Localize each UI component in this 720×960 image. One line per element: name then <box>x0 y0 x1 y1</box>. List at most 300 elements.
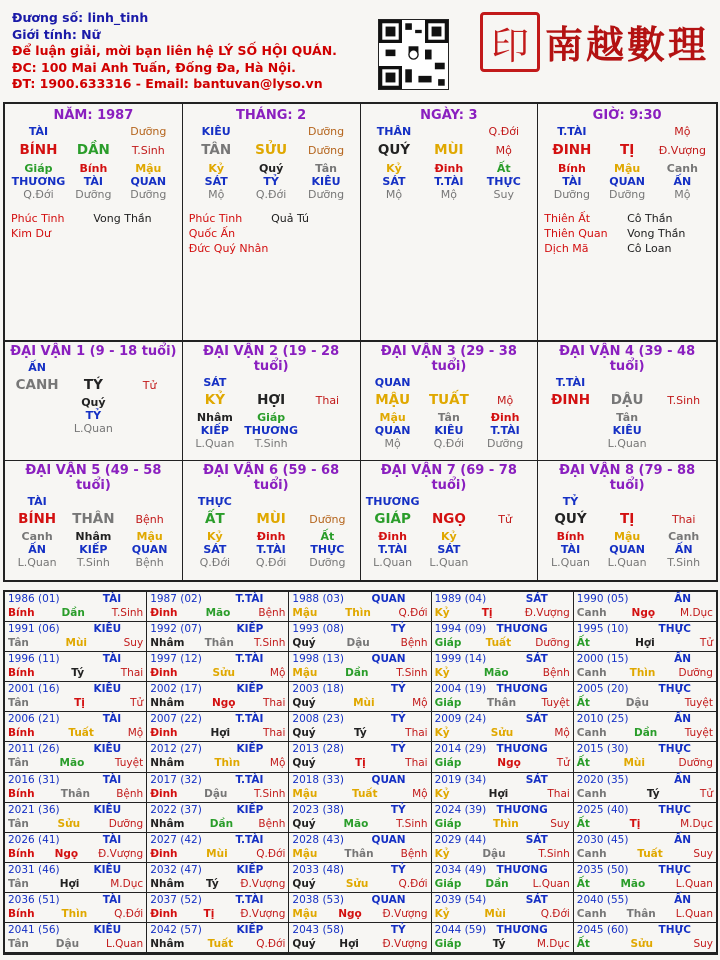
hidden-stem: Giáp <box>24 162 53 175</box>
hidden-stage: L.Quan <box>73 422 113 435</box>
year-label: 2034 (49) <box>434 863 487 876</box>
year-cell <box>432 742 574 772</box>
pillar-title: NĂM: 1987 <box>53 108 134 123</box>
stage: Dưỡng <box>309 512 346 526</box>
heavenly-stem: GIÁP <box>374 511 411 527</box>
seal-stamp-icon: 印 <box>480 12 540 72</box>
hidden-god: SÁT <box>382 175 406 188</box>
stage: Thai <box>547 787 570 800</box>
ten-god: KIẾP <box>236 803 264 816</box>
hidden-stem: Tân <box>616 411 639 424</box>
ten-god: T.TÀI <box>235 713 264 726</box>
branch: Dần <box>209 817 234 830</box>
star: Vong Thần <box>627 227 686 240</box>
stem: Đinh <box>150 607 178 619</box>
hidden-stage: Q.Đới <box>23 188 54 201</box>
stage: Q.Đới <box>256 847 286 860</box>
hidden-stage: Mộ <box>674 188 691 201</box>
ten-god: THỰC <box>197 495 232 508</box>
year-label: 1988 (03) <box>292 593 345 605</box>
branch: Ngọ <box>631 607 656 619</box>
stage: Tử <box>498 512 512 526</box>
branch: Thân <box>344 847 374 860</box>
year-label: 2032 (47) <box>150 863 202 876</box>
year-cell <box>147 803 289 833</box>
stage: Dưỡng <box>307 143 345 157</box>
hidden-stem: Canh <box>668 530 700 543</box>
hidden-stage: Dưỡng <box>75 188 112 201</box>
hidden-stage: Dưỡng <box>309 556 346 569</box>
stage: Tuyệt <box>684 727 713 740</box>
stage: Thai <box>405 757 428 770</box>
branch: Tý <box>646 787 660 800</box>
stage: Suy <box>123 637 144 650</box>
star: Cô Loan <box>627 242 672 255</box>
stage: Mộ <box>412 697 428 710</box>
stem: Nhâm <box>150 757 185 770</box>
stage: Tử <box>130 697 144 710</box>
year-cell <box>5 893 147 923</box>
four-pillars-table <box>3 102 718 342</box>
stem: Mậu <box>292 607 318 619</box>
heavenly-stem: TÂN <box>201 142 232 158</box>
branch: Tuất <box>68 727 94 740</box>
stage: Suy <box>550 817 570 830</box>
year-cell <box>147 592 289 622</box>
year-cell <box>5 742 147 772</box>
stage: T.Sinh <box>111 607 144 619</box>
ten-god: T.TÀI <box>235 593 264 605</box>
branch: Mùi <box>206 847 228 860</box>
branch: Mão <box>483 667 509 680</box>
hidden-stage: L.Quan <box>373 556 413 569</box>
stem: Đinh <box>150 907 178 920</box>
hidden-god: TÀI <box>562 175 582 188</box>
ten-god: SÁT <box>525 593 548 605</box>
heavenly-stem: ĐINH <box>552 142 592 158</box>
branch: Tuất <box>485 637 512 650</box>
branch: Hợi <box>59 877 80 890</box>
stage: Bệnh <box>400 637 428 650</box>
ten-god: THƯƠNG <box>496 863 548 876</box>
hidden-stem: Mậu <box>135 162 162 175</box>
year-label: 2027 (42) <box>150 833 202 846</box>
hidden-god: T.TÀI <box>490 424 520 437</box>
pillar-title: THÁNG: 2 <box>236 108 307 123</box>
ten-god: SÁT <box>203 376 227 389</box>
year-cell <box>147 833 289 863</box>
year-label: 2022 (37) <box>150 803 202 816</box>
year-label: 1994 (09) <box>434 623 487 636</box>
dai-van-title: ĐẠI VẬN 1 (9 - 18 tuổi) <box>10 344 177 359</box>
hidden-stage: Dưỡng <box>553 188 590 201</box>
hidden-stage: Q.Đới <box>199 556 231 569</box>
annual-years-table <box>3 590 718 955</box>
header-info <box>12 10 337 93</box>
stem: Quý <box>292 937 316 950</box>
stage: Tuyệt <box>684 697 713 710</box>
ten-god: T.TÀI <box>235 773 264 786</box>
year-label: 2028 (43) <box>292 833 345 846</box>
stage: T.Sinh <box>396 817 428 830</box>
hidden-stem: Canh <box>21 530 53 543</box>
stage: Q.Đới <box>398 877 428 890</box>
stage: Thai <box>262 727 286 740</box>
ten-god: THỰC <box>658 863 691 876</box>
year-cell <box>432 712 574 742</box>
branch: Dần <box>633 727 658 740</box>
heavenly-stem: BÍNH <box>19 142 58 158</box>
ten-god: TỶ <box>390 803 406 816</box>
stem: Kỷ <box>434 727 450 740</box>
hidden-stem: Bính <box>556 530 585 543</box>
year-cell <box>574 712 716 742</box>
branch: Sửu <box>345 877 369 890</box>
branch: Dậu <box>625 697 649 710</box>
hidden-stage: L.Quan <box>17 556 57 569</box>
ten-god: ẤN <box>674 893 691 906</box>
year-cell <box>5 592 147 622</box>
hidden-stage: L.Quan <box>607 437 647 450</box>
heavenly-stem: KỶ <box>204 392 225 408</box>
stage: Dưỡng <box>678 757 713 770</box>
stage: Mộ <box>269 757 286 770</box>
stage: Bệnh <box>135 512 164 526</box>
hidden-stage: Q.Đới <box>433 437 465 450</box>
stage: L.Quan <box>532 877 570 890</box>
year-cell <box>574 863 716 893</box>
qr-code-icon <box>378 19 449 90</box>
ten-god: T.TÀI <box>555 376 586 389</box>
year-cell <box>147 893 289 923</box>
year-label: 2018 (33) <box>292 773 345 786</box>
dai-van-5 <box>5 461 183 580</box>
stem: Mậu <box>292 787 318 800</box>
stem: Kỷ <box>434 607 450 619</box>
hidden-stem: Mậu <box>136 530 163 543</box>
year-label: 2008 (23) <box>292 713 345 726</box>
stem: Bính <box>8 667 35 680</box>
stem: Giáp <box>434 937 462 950</box>
stem: Quý <box>292 697 316 710</box>
year-label: 2017 (32) <box>150 773 202 786</box>
earthly-branch: THÂN <box>72 511 115 527</box>
dai-van-title: ĐẠI VẬN 4 (39 - 48 tuổi) <box>559 344 696 374</box>
year-label: 2003 (18) <box>292 683 345 696</box>
stem: Canh <box>576 907 607 920</box>
stage: Thai <box>671 512 696 526</box>
branch: Ngọ <box>497 757 521 770</box>
heavenly-stem: BÍNH <box>18 511 57 527</box>
stars-list <box>11 211 176 241</box>
dai-van-1 <box>5 342 183 461</box>
year-label: 1987 (02) <box>150 593 202 605</box>
stage: L.Quan <box>675 877 713 890</box>
star: Phúc Tinh <box>11 212 65 225</box>
stage: L.Quan <box>105 937 144 950</box>
pillar-0 <box>5 104 183 340</box>
earthly-branch: DẦN <box>76 142 110 158</box>
branch: Mùi <box>65 637 88 650</box>
year-label: 2024 (39) <box>434 803 487 816</box>
star: Quả Tú <box>271 212 310 225</box>
hidden-god: THƯƠNG <box>244 424 298 437</box>
ten-god: ẤN <box>674 593 691 605</box>
hidden-stage: L.Quan <box>607 556 647 569</box>
year-cell <box>289 923 431 953</box>
stage: Q.Đới <box>398 607 428 619</box>
ten-god: KIÊU <box>93 923 122 936</box>
ten-god: THƯƠNG <box>496 623 548 636</box>
stem: Nhâm <box>150 637 185 650</box>
branch: Tị <box>481 607 493 619</box>
year-label: 2005 (20) <box>576 683 629 696</box>
ten-god: TÀI <box>102 773 122 786</box>
stem: Bính <box>8 607 35 619</box>
stem: Tân <box>8 757 29 770</box>
branch: Tý <box>354 727 367 740</box>
hidden-stem: Kỷ <box>386 162 402 175</box>
branch: Sửu <box>490 727 514 740</box>
year-cell <box>5 682 147 712</box>
year-cell <box>147 682 289 712</box>
hidden-stem: Đinh <box>256 530 286 543</box>
stem: Canh <box>576 607 607 619</box>
stem: Tân <box>8 697 29 710</box>
earthly-branch: TÝ <box>83 377 103 393</box>
year-label: 1986 (01) <box>8 593 60 605</box>
year-label: 2023 (38) <box>292 803 345 816</box>
year-cell <box>289 803 431 833</box>
year-label: 2033 (48) <box>292 863 345 876</box>
hidden-god: SÁT <box>204 175 228 188</box>
heavenly-stem: MẬU <box>375 392 411 408</box>
hidden-stem: Nhâm <box>75 530 112 543</box>
branch: Thân <box>60 787 90 800</box>
year-cell <box>574 833 716 863</box>
stage: Suy <box>693 847 713 860</box>
year-label: 2014 (29) <box>434 743 487 756</box>
earthly-branch: DẬU <box>610 392 644 408</box>
stem: Bính <box>8 727 35 740</box>
hidden-god: ẤN <box>28 543 46 556</box>
dai-van-6 <box>183 461 361 580</box>
branch: Mão <box>343 817 369 830</box>
hidden-stem: Mậu <box>614 530 641 543</box>
ten-god: THƯƠNG <box>496 923 548 936</box>
ten-god: KIÊU <box>93 803 122 816</box>
stage: Bệnh <box>258 817 286 830</box>
year-label: 1998 (13) <box>292 653 345 666</box>
dai-van-2 <box>183 342 361 461</box>
twelve-stage: Mộ <box>674 125 691 138</box>
branch: Tuất <box>207 937 234 950</box>
ten-god: ẤN <box>674 653 691 666</box>
hidden-stem: Bính <box>79 162 108 175</box>
stage: T.Sinh <box>667 393 701 407</box>
year-cell <box>432 833 574 863</box>
stem: Nhâm <box>150 817 185 830</box>
stem: Giáp <box>434 877 462 890</box>
stage: Thai <box>405 727 428 740</box>
year-cell <box>574 622 716 652</box>
year-cell <box>289 893 431 923</box>
ten-god: T.TÀI <box>557 125 587 138</box>
hidden-god: KIÊU <box>311 175 341 188</box>
ten-god: KIÊU <box>93 683 122 696</box>
stem: Ất <box>576 877 590 890</box>
year-cell <box>574 773 716 803</box>
year-cell <box>5 712 147 742</box>
year-label: 2043 (58) <box>292 923 345 936</box>
hidden-stem: Bính <box>557 162 586 175</box>
year-cell <box>147 712 289 742</box>
hidden-god: ẤN <box>673 175 692 188</box>
branch: Dậu <box>204 787 228 800</box>
branch: Hợi <box>635 637 655 650</box>
year-cell <box>147 863 289 893</box>
stem: Kỷ <box>434 787 450 800</box>
stage: Q.Đới <box>114 907 144 920</box>
branch: Thìn <box>492 817 519 830</box>
hidden-god: TÀI <box>560 543 581 556</box>
stars-list <box>189 211 354 256</box>
pillar-title: NGÀY: 3 <box>420 108 478 123</box>
stem: Ất <box>576 637 590 650</box>
year-cell <box>289 863 431 893</box>
stem: Bính <box>8 907 35 920</box>
stem: Quý <box>292 817 316 830</box>
dai-van-title: ĐẠI VẬN 7 (69 - 78 tuổi) <box>380 463 517 493</box>
ten-god: T.TÀI <box>235 893 264 906</box>
ten-god: QUAN <box>371 893 406 906</box>
year-cell <box>147 773 289 803</box>
stem: Quý <box>292 877 316 890</box>
branch: Sửu <box>212 667 235 680</box>
branch: Thân <box>204 637 234 650</box>
contact-line-2: ĐC: 100 Mai Anh Tuấn, Đống Đa, Hà Nội. <box>12 59 296 75</box>
ten-god: THỰC <box>658 623 691 636</box>
stem: Kỷ <box>434 847 450 860</box>
branch: Ngọ <box>211 697 236 710</box>
stage: Đ.Vượng <box>658 143 706 157</box>
hidden-stage: L.Quan <box>195 437 235 450</box>
heavenly-stem: QUÝ <box>377 142 411 158</box>
stem: Canh <box>576 787 607 800</box>
hidden-god: KIẾP <box>200 424 229 437</box>
year-label: 1990 (05) <box>576 593 629 605</box>
ten-god: TỶ <box>562 495 579 508</box>
hidden-god: SÁT <box>437 543 461 556</box>
pillar-2 <box>361 104 539 340</box>
stage: Tuyệt <box>541 697 570 710</box>
branch: Mùi <box>623 757 645 770</box>
hidden-stage: Mộ <box>440 188 457 201</box>
hidden-stage: Q.Đới <box>255 188 287 201</box>
ten-god: TỶ <box>390 743 406 756</box>
hidden-god: KIÊU <box>612 424 642 437</box>
logo: 南越數理 <box>545 22 710 67</box>
hidden-stage: T.Sinh <box>667 556 701 569</box>
hidden-god: QUAN <box>609 543 645 556</box>
ten-god: TÀI <box>102 653 122 666</box>
star: Thiên Ất <box>544 212 591 225</box>
year-cell <box>574 923 716 953</box>
stage: Tử <box>699 637 713 650</box>
stem: Đinh <box>150 667 178 680</box>
hidden-stage: Dưỡng <box>487 437 524 450</box>
stage: Mộ <box>554 727 570 740</box>
stage: Mộ <box>497 393 514 407</box>
hidden-stage: L.Quan <box>429 556 469 569</box>
year-cell <box>289 742 431 772</box>
ten-god: QUAN <box>374 376 411 389</box>
hidden-stem: Kỷ <box>441 530 457 543</box>
stage: Thai <box>262 697 286 710</box>
stem: Bính <box>8 787 35 800</box>
ten-god: THƯƠNG <box>496 803 548 816</box>
hidden-god: TÀI <box>83 175 103 188</box>
year-label: 2011 (26) <box>8 743 60 756</box>
hidden-stage: Dưỡng <box>307 188 345 201</box>
stem: Giáp <box>434 817 462 830</box>
stage: Thai <box>120 667 144 680</box>
stage: T.Sinh <box>253 787 286 800</box>
hidden-stem: Đinh <box>378 530 407 543</box>
hidden-stem: Quý <box>81 396 106 409</box>
stem: Canh <box>576 667 607 680</box>
stage: Thai <box>315 393 340 407</box>
branch: Mão <box>205 607 231 619</box>
hidden-god: KIÊU <box>434 424 464 437</box>
hidden-stem: Tân <box>315 162 337 175</box>
stage: Mộ <box>269 667 286 680</box>
ten-god: TÀI <box>102 593 122 605</box>
stage: Đ.Vượng <box>240 907 286 920</box>
branch: Thìn <box>61 907 88 920</box>
year-cell <box>147 742 289 772</box>
branch: Tý <box>492 937 506 950</box>
hidden-stage: L.Quan <box>551 556 591 569</box>
stars-list <box>544 211 710 256</box>
ten-god: THỰC <box>658 803 691 816</box>
stage: Dưỡng <box>678 667 713 680</box>
stage: M.Dục <box>680 607 713 619</box>
year-cell <box>289 773 431 803</box>
stem: Quý <box>292 727 316 740</box>
ten-god: TÀI <box>102 713 122 726</box>
stem: Kỷ <box>434 667 450 680</box>
year-label: 2007 (22) <box>150 713 202 726</box>
year-label: 1996 (11) <box>8 653 60 666</box>
stage: M.Dục <box>680 817 713 830</box>
earthly-branch: TỊ <box>620 142 635 158</box>
hidden-stage: T.Sinh <box>254 437 288 450</box>
dai-van-table <box>3 342 718 582</box>
twelve-stage: Dưỡng <box>130 125 167 138</box>
year-cell <box>5 833 147 863</box>
ten-god: QUAN <box>371 593 406 605</box>
year-cell <box>432 863 574 893</box>
ten-god: ẤN <box>674 833 691 846</box>
hidden-god: QUAN <box>374 424 411 437</box>
hidden-god: T.TÀI <box>434 175 464 188</box>
year-label: 2020 (35) <box>576 773 629 786</box>
contact-line-3: ĐT: 1900.633316 - Email: bantuvan@lyso.vn <box>12 76 323 91</box>
ten-god: THƯƠNG <box>496 743 548 756</box>
ten-god: KIẾP <box>236 743 264 756</box>
stage: Bệnh <box>258 607 286 619</box>
